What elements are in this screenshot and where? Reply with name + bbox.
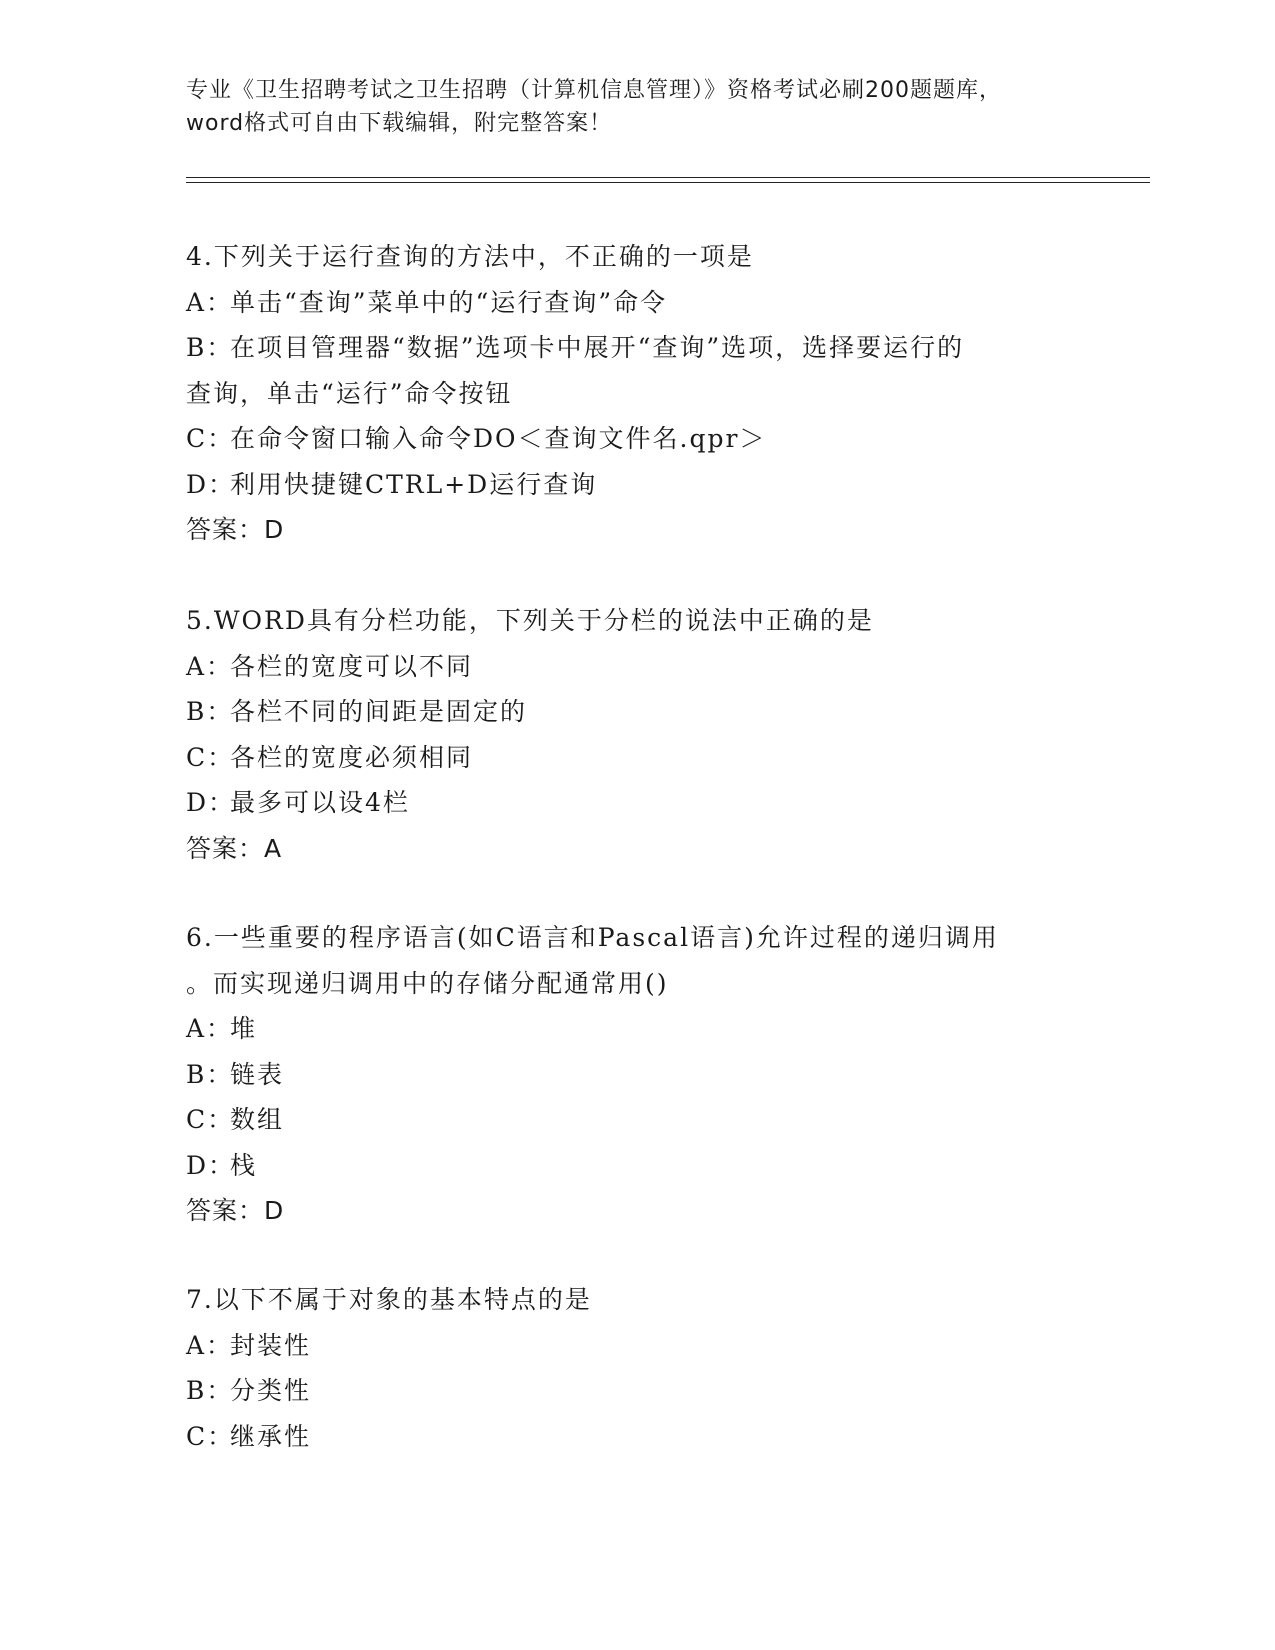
question-stem-line: 7.以下不属于对象的基本特点的是 bbox=[186, 1285, 592, 1314]
option-text: 查询，单击“运行”命令按钮 bbox=[186, 378, 513, 408]
option-text: 最多可以设4栏 bbox=[230, 788, 410, 817]
option-label: C： bbox=[186, 742, 235, 772]
question-6 bbox=[186, 915, 1086, 1234]
option-text: 封装性 bbox=[230, 1330, 312, 1360]
option-text: 各栏的宽度必须相同 bbox=[230, 742, 474, 772]
option-text: 分类性 bbox=[230, 1376, 312, 1405]
option-text: 利用快捷键CTRL+D运行查询 bbox=[230, 469, 598, 499]
option-line bbox=[186, 416, 1086, 462]
question-stem-line: 5.WORD具有分栏功能，下列关于分栏的说法中正确的是 bbox=[186, 606, 874, 635]
option-line bbox=[186, 735, 1086, 781]
option-text: 各栏不同的间距是固定的 bbox=[230, 697, 528, 726]
option-label: A： bbox=[186, 287, 234, 317]
option-label: D： bbox=[186, 1150, 236, 1180]
option-label: C： bbox=[186, 424, 235, 453]
document-header bbox=[186, 74, 1086, 140]
header-line-1: 专业《卫生招聘考试之卫生招聘（计算机信息管理）》资格考试必刷200题题库， bbox=[186, 78, 1002, 103]
option-label: B： bbox=[186, 1376, 234, 1405]
option-text: 栈 bbox=[230, 1150, 258, 1180]
option-line bbox=[186, 462, 1086, 508]
option-line bbox=[186, 644, 1086, 690]
option-label: C： bbox=[186, 1421, 235, 1451]
option-label: B： bbox=[186, 1059, 234, 1089]
option-line bbox=[186, 1323, 1086, 1369]
option-label: A： bbox=[186, 1014, 234, 1043]
option-line bbox=[186, 1414, 1086, 1460]
option-line bbox=[186, 780, 1086, 826]
option-label: A： bbox=[186, 1330, 234, 1360]
answer-line: 答案：D bbox=[186, 1196, 285, 1225]
option-line bbox=[186, 1368, 1086, 1414]
option-label: B： bbox=[186, 333, 234, 362]
option-line bbox=[186, 689, 1086, 735]
header-divider-bottom bbox=[186, 182, 1150, 183]
question-stem-line: 。而实现递归调用中的存储分配通常用() bbox=[186, 968, 669, 998]
header-divider-top bbox=[186, 177, 1150, 178]
question-7 bbox=[186, 1277, 1086, 1459]
option-text: 继承性 bbox=[230, 1421, 312, 1451]
option-label: D： bbox=[186, 788, 236, 817]
option-text: 单击“查询”菜单中的“运行查询”命令 bbox=[230, 287, 668, 317]
option-line bbox=[186, 371, 1086, 417]
option-text: 堆 bbox=[230, 1014, 258, 1043]
option-text: 各栏的宽度可以不同 bbox=[230, 651, 474, 681]
option-line bbox=[186, 1097, 1086, 1143]
option-text: 在项目管理器“数据”选项卡中展开“查询”选项，选择要运行的 bbox=[230, 333, 965, 362]
option-label: C： bbox=[186, 1105, 235, 1134]
option-label: D： bbox=[186, 469, 236, 499]
question-stem-line: 4.下列关于运行查询的方法中，不正确的一项是 bbox=[186, 242, 754, 271]
option-line bbox=[186, 1006, 1086, 1052]
question-5 bbox=[186, 598, 1086, 871]
option-text: 在命令窗口输入命令DO＜查询文件名.qpr＞ bbox=[230, 424, 767, 453]
option-label: B： bbox=[186, 697, 234, 726]
option-text: 数组 bbox=[230, 1105, 285, 1134]
header-line-2: word格式可自由下载编辑，附完整答案！ bbox=[186, 111, 613, 136]
option-line bbox=[186, 325, 1086, 371]
option-text: 链表 bbox=[230, 1059, 285, 1089]
option-line bbox=[186, 1143, 1086, 1189]
answer-line: 答案：A bbox=[186, 833, 283, 863]
answer-line: 答案：D bbox=[186, 515, 285, 544]
question-4 bbox=[186, 234, 1086, 553]
option-line bbox=[186, 280, 1086, 326]
option-label: A： bbox=[186, 651, 234, 681]
question-stem-line: 6.一些重要的程序语言(如C语言和Pascal语言)允许过程的递归调用 bbox=[186, 923, 999, 952]
option-line bbox=[186, 1052, 1086, 1098]
